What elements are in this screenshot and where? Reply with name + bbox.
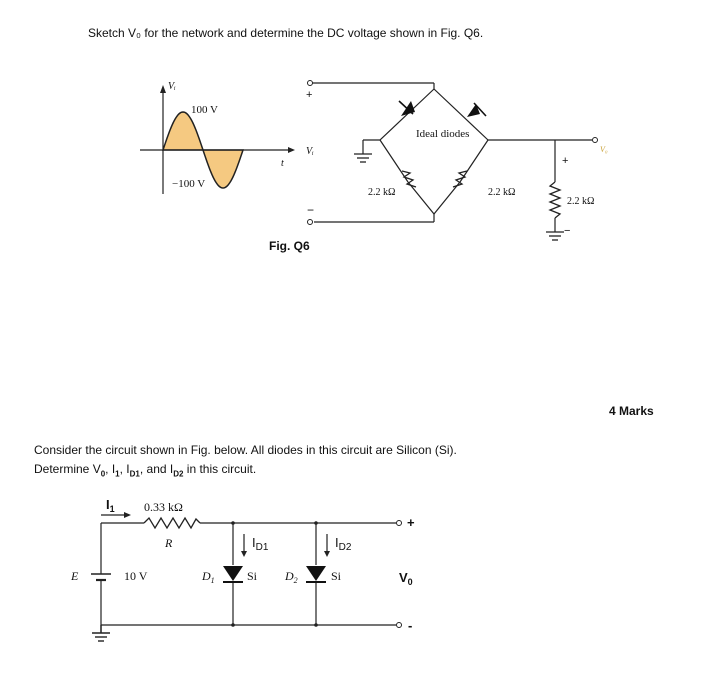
i1-label: $I_1$: [106, 497, 115, 514]
fig-q6-caption: Fig. Q6: [269, 239, 310, 253]
id1-arrow-head-icon: [241, 551, 247, 557]
q2-sep2: , I: [119, 462, 130, 476]
diode-d2-type: Si: [331, 569, 342, 583]
source-top-terminal: [308, 81, 313, 86]
resistor-name: R: [165, 536, 173, 550]
id1-label: $I_{D1}$: [252, 535, 269, 553]
q2-suffix: in this circuit.: [183, 462, 257, 476]
waveform-negative-half: [203, 150, 243, 188]
ground-right-icon: [546, 232, 564, 240]
diode-d1: [223, 566, 243, 582]
q2-prefix: Determine V: [34, 462, 101, 476]
resistor-right-label: 2.2 kΩ: [488, 187, 516, 198]
fig2-ground-icon: [92, 625, 110, 641]
junction-dot: [314, 623, 318, 627]
marks-label: 4 Marks: [609, 404, 654, 418]
waveform-positive-half: [163, 112, 203, 150]
time-label: t: [281, 158, 284, 169]
q2-sep3: , and I: [139, 462, 174, 476]
source-bottom-terminal: [308, 220, 313, 225]
output-plus-label: +: [562, 155, 569, 167]
q2-sub-i1: 1: [115, 469, 120, 479]
source-minus-label: −: [307, 203, 315, 217]
junction-dot: [231, 521, 235, 525]
load-resistor-2k2: [550, 182, 560, 218]
fig-q6: [0, 0, 705, 300]
resistor-left-label: 2.2 kΩ: [368, 187, 396, 198]
q2-sep1: , I: [105, 462, 116, 476]
ideal-diode-right: [467, 103, 486, 117]
ideal-diodes-label: Ideal diodes: [416, 128, 470, 140]
id2-label: $I_{D2}$: [335, 535, 352, 553]
fig2-output-plus: +: [407, 515, 415, 530]
diode-d1-label: $D_1$: [202, 569, 215, 585]
resistor-r: [144, 518, 200, 528]
i1-arrow-head-icon: [124, 512, 131, 518]
q2-sub-id1: D1: [129, 469, 140, 479]
source-vi-label: Vᵢ: [306, 146, 314, 157]
battery-e: [91, 567, 111, 586]
resistor-value: 0.33 kΩ: [144, 500, 183, 514]
ideal-diode-left: [399, 101, 415, 116]
junction-dot: [314, 521, 318, 525]
fig2-circuit: [0, 489, 705, 689]
id2-arrow-head-icon: [324, 551, 330, 557]
battery-e-value: 10 V: [124, 569, 148, 583]
output-minus-label: −: [564, 225, 571, 237]
peak-negative-label: −100 V: [172, 178, 206, 190]
load-resistor-label: 2.2 kΩ: [567, 196, 595, 207]
fig2-output-minus: -: [408, 618, 413, 633]
input-source: [306, 81, 314, 225]
diode-d2: [306, 566, 326, 582]
fig2-output-top-terminal: [397, 521, 402, 526]
ground-left-icon: [354, 154, 372, 162]
source-plus-label: +: [306, 89, 313, 101]
question2-line2: [34, 462, 256, 478]
resistor-left-2k2: [402, 171, 416, 187]
question2-line1: Consider the circuit shown in Fig. below. All diodes in this circuit are Silicon (Si).: [34, 443, 457, 457]
battery-e-label: E: [71, 569, 79, 583]
diode-d2-label: $D_2$: [285, 569, 298, 585]
q2-sub-id2: D2: [173, 469, 184, 479]
fig2-output-bottom-terminal: [397, 623, 402, 628]
output-terminal: [593, 138, 598, 143]
peak-positive-label: 100 V: [191, 104, 218, 116]
input-waveform: [140, 81, 295, 194]
q2-sub-vo: 0: [100, 469, 106, 479]
input-axis-label: Vᵢ: [168, 81, 176, 92]
voltage-axis-arrow-icon: [160, 85, 166, 93]
diode-d1-type: Si: [247, 569, 258, 583]
fig2-vo-label: $V_0$: [399, 570, 413, 587]
question-q6-text: Sketch V₀ for the network and determine the DC voltage shown in Fig. Q6.: [88, 26, 484, 40]
resistor-right-2k2: [453, 171, 467, 187]
time-axis-arrow-icon: [288, 147, 295, 153]
output-vo-label: V₀: [600, 145, 608, 154]
junction-dot: [231, 623, 235, 627]
